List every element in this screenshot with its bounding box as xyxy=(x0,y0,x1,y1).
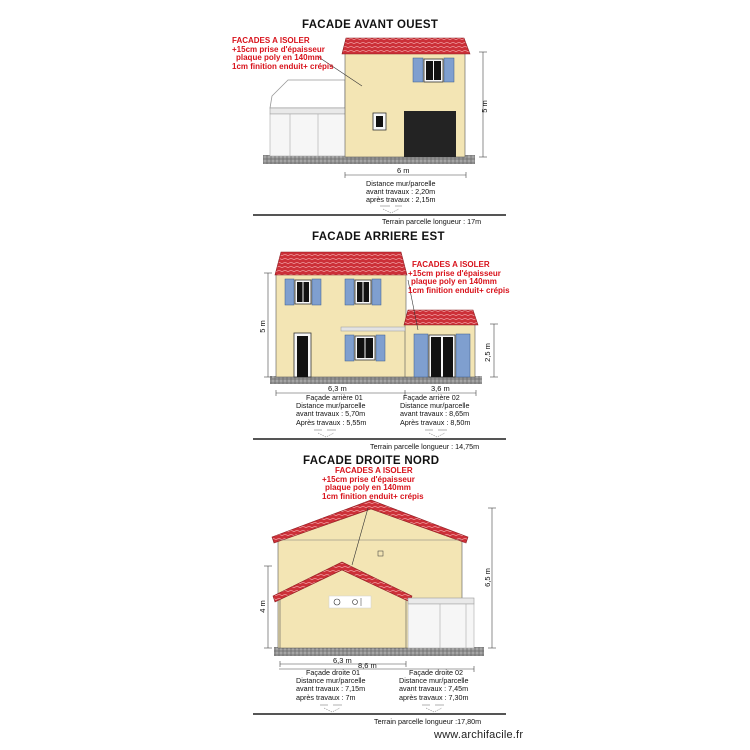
front-insulation-note xyxy=(232,37,334,71)
right-carport xyxy=(408,598,474,648)
rear-block-2-title: Façade arrière 02 xyxy=(403,393,460,402)
front-garage-door xyxy=(404,111,456,157)
rear-main-roof xyxy=(275,252,407,275)
rear-note-line-3: plaque poly en 140mm xyxy=(411,277,497,287)
right-block-1-after: après travaux : 7m xyxy=(296,692,356,702)
front-height-dim: 5 m xyxy=(479,100,489,113)
rear-height-main-dim: 5 m xyxy=(257,320,267,333)
rear-note-line-1: FACADES A ISOLER xyxy=(412,260,490,269)
right-width-2-dim: 8,6 m xyxy=(358,661,377,670)
right-block-2-before: avant travaux : 7,45m xyxy=(399,684,469,694)
rear-terrain-length: Terrain parcelle longueur : 14,75m xyxy=(370,442,480,451)
front-width-dim: 6 m xyxy=(397,166,410,175)
rear-block-1-label: Distance mur/parcelle xyxy=(296,401,366,411)
front-title: FACADE AVANT OUEST xyxy=(302,19,439,31)
right-block-2-after: après travaux : 7,30m xyxy=(399,692,469,702)
rear-note-line-4: 1cm finition enduit+ crépis xyxy=(408,285,510,295)
rear-note-line-2: +15cm prise d'épaisseur xyxy=(408,268,501,278)
right-block-1-title: Façade droite 01 xyxy=(306,668,360,677)
rear-title: FACADE ARRIERE EST xyxy=(312,231,445,243)
rear-upper-window-right xyxy=(345,279,381,305)
right-block-2-label: Distance mur/parcelle xyxy=(399,676,469,686)
rear-block-1 xyxy=(296,394,366,427)
rear-block-2-label: Distance mur/parcelle xyxy=(400,401,470,411)
rear-insulation-note xyxy=(408,261,510,295)
rear-annex-roof xyxy=(404,310,478,325)
front-distance-title: Distance mur/parcelle xyxy=(366,179,436,188)
front-carport xyxy=(270,80,346,156)
rear-block-1-after: Après travaux : 5,55m xyxy=(296,417,367,427)
right-wall-sign xyxy=(329,596,371,608)
right-note-line-4: 1cm finition enduit+ crépis xyxy=(322,491,424,501)
right-terrain-length: Terrain parcelle longueur :17,80m xyxy=(374,717,482,726)
right-height-low-dim: 4 m xyxy=(257,600,267,613)
rear-height-annex-dim: 2,5 m xyxy=(482,343,492,362)
rear-block-2-after: Après travaux : 8,50m xyxy=(400,417,471,427)
front-distance-before: avant travaux : 2,20m xyxy=(366,187,436,197)
front-distance-after: après travaux : 2,15m xyxy=(366,195,436,205)
right-block-1-label: Distance mur/parcelle xyxy=(296,676,366,686)
rear-width-2-dim: 3,6 m xyxy=(431,384,450,393)
rear-annex-bay xyxy=(414,334,470,377)
rear-block-1-before: avant travaux : 5,70m xyxy=(296,409,366,419)
front-roof xyxy=(342,38,470,54)
right-title: FACADE DROITE NORD xyxy=(303,455,440,467)
right-block-2 xyxy=(399,669,469,702)
rear-width-1-dim: 6,3 m xyxy=(328,384,347,393)
right-block-1 xyxy=(296,669,366,702)
front-upper-window xyxy=(413,58,454,82)
front-note-line-1: FACADES A ISOLER xyxy=(232,36,310,45)
right-note-line-3: plaque poly en 140mm xyxy=(325,483,411,493)
rear-block-1-title: Façade arrière 01 xyxy=(306,393,363,402)
front-note-line-2: +15cm prise d'épaisseur xyxy=(232,44,325,54)
right-block-1-before: avant travaux : 7,15m xyxy=(296,684,366,694)
right-note-line-2: +15cm prise d'épaisseur xyxy=(322,474,415,484)
right-width-1-dim: 6,3 m xyxy=(333,656,352,665)
right-block-2-title: Façade droite 02 xyxy=(409,668,463,677)
watermark[interactable]: www.archifacile.fr xyxy=(434,729,524,741)
rear-ground-window xyxy=(345,335,385,361)
front-distance-block xyxy=(366,180,436,205)
right-insulation-note xyxy=(322,467,424,501)
front-terrain-length: Terrain parcelle longueur : 17m xyxy=(382,217,482,226)
rear-block-2 xyxy=(400,394,470,427)
right-note-line-1: FACADES A ISOLER xyxy=(335,466,413,475)
front-note-line-4: 1cm finition enduit+ crépis xyxy=(232,61,334,71)
front-note-line-3: plaque poly en 140mm xyxy=(236,53,322,63)
right-gravel xyxy=(274,647,484,656)
rear-upper-window-left xyxy=(285,279,321,305)
right-height-main-dim: 6,5 m xyxy=(482,568,492,587)
rear-block-2-before: avant travaux : 8,65m xyxy=(400,409,470,419)
